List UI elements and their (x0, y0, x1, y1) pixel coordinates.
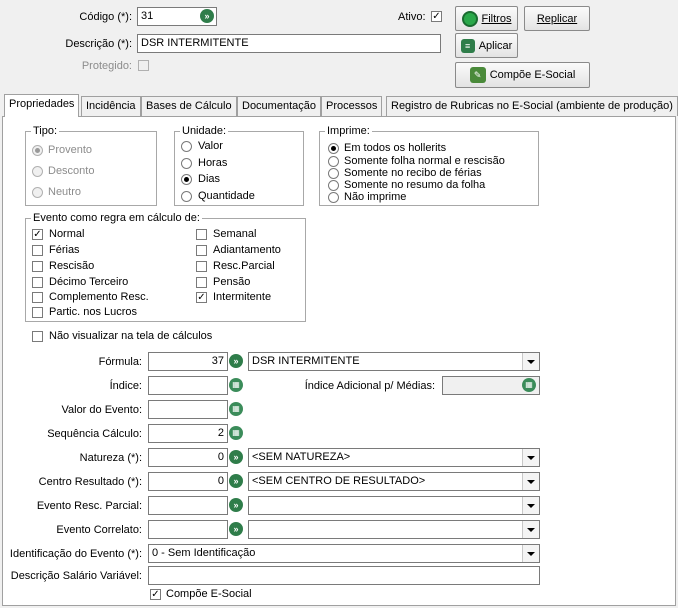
identificacao-value: 0 - Sem Identificação (152, 547, 256, 559)
chevron-down-icon[interactable] (522, 353, 539, 370)
calculator-icon[interactable]: ▦ (229, 378, 243, 392)
identificacao-select[interactable] (148, 544, 540, 563)
tipo-neutro-label: Neutro (48, 186, 82, 198)
evento-ferias-checkbox[interactable] (32, 245, 43, 256)
imprime-resumo-folha-radio[interactable] (328, 180, 339, 191)
evento-correlato-chevron-down-icon[interactable] (522, 521, 539, 538)
protegido-label: Protegido: (81, 60, 132, 72)
tab-propriedades[interactable]: Propriedades (4, 94, 79, 117)
indice-adicional-calculator-icon[interactable]: ▦ (522, 378, 536, 392)
evento-resc-parcial-label: Resc.Parcial (213, 260, 275, 272)
tab-processos[interactable]: Processos (321, 96, 382, 116)
evento-ferias-label: Férias (49, 244, 80, 256)
compoe-esocial-button[interactable] (455, 62, 590, 88)
unidade-quantidade-radio[interactable] (181, 191, 192, 202)
evento-correlato-select[interactable] (248, 520, 540, 539)
tab-documentacao[interactable]: Documentação (237, 96, 321, 116)
descricao-input[interactable]: DSR INTERMITENTE (137, 34, 441, 53)
protegido-checkbox[interactable] (138, 60, 149, 71)
unidade-dias-label: Dias (198, 173, 221, 185)
tab-bases-calculo[interactable]: Bases de Cálculo (141, 96, 237, 116)
evento-adiantamento-label: Adiantamento (213, 244, 281, 256)
unidade-valor-label: Valor (198, 140, 223, 152)
indice-input[interactable] (148, 376, 228, 395)
evento-normal-label: Normal (49, 228, 85, 240)
tab-registro-rubricas[interactable]: Registro de Rubricas no E-Social (ambiente de produção) (386, 96, 678, 116)
evento-resc-parcial-checkbox[interactable] (196, 261, 207, 272)
unidade-valor-radio[interactable] (181, 141, 192, 152)
tab-incidencia[interactable]: Incidência (81, 96, 141, 116)
sequencia-calculator-icon[interactable]: ▦ (229, 426, 243, 440)
imprime-todos-label: Em todos os hollerits (344, 142, 447, 154)
replicar-button[interactable] (524, 6, 590, 31)
imprime-folha-normal-radio[interactable] (328, 156, 339, 167)
tipo-neutro-radio[interactable] (32, 187, 43, 198)
descricao-label: Descrição (*): (65, 38, 132, 50)
filtros-button[interactable] (455, 6, 518, 31)
evento-resc-chevron-down-icon[interactable] (522, 497, 539, 514)
compoe-esocial-checkbox[interactable]: ✓ (151, 589, 160, 600)
tipo-desconto-label: Desconto (48, 165, 95, 177)
imprime-nao-label: Não imprime (344, 191, 407, 203)
navigate-icon[interactable]: » (200, 9, 214, 23)
evento-semanal-label: Semanal (213, 228, 257, 240)
nao-visualizar-checkbox[interactable] (32, 331, 43, 342)
formula-label: Fórmula: (98, 356, 142, 368)
formula-select[interactable] (248, 352, 540, 371)
imprime-todos-radio[interactable] (328, 143, 339, 154)
evento-particip-checkbox[interactable] (32, 307, 43, 318)
natureza-navigate-icon[interactable]: » (229, 450, 243, 464)
unidade-quantidade-label: Quantidade (198, 190, 255, 202)
ativo-label: Ativo: (398, 11, 426, 23)
nao-visualizar-label: Não visualizar na tela de cálculos (49, 330, 213, 342)
evento-decimo-label: Décimo Terceiro (49, 276, 129, 288)
evento-correlato-label: Evento Correlato: (56, 524, 142, 536)
imprime-recibo-ferias-label: Somente no recibo de férias (344, 167, 482, 179)
imprime-nao-radio[interactable] (328, 192, 339, 203)
imprime-recibo-ferias-radio[interactable] (328, 168, 339, 179)
tipo-desconto-radio[interactable] (32, 166, 43, 177)
apply-icon: ≡ (461, 39, 475, 53)
evento-normal-checkbox[interactable]: ✓ (33, 229, 42, 240)
codigo-input[interactable]: 31 (137, 7, 217, 26)
identificacao-label: Identificação do Evento (*): (9, 548, 142, 560)
tipo-provento-label: Provento (48, 144, 93, 156)
imprime-title: Imprime: (327, 125, 370, 137)
descricao-salario-label: Descrição Salário Variável: (10, 570, 142, 582)
filtros-label: Filtros (481, 12, 512, 25)
evento-pensao-label: Pensão (213, 276, 251, 288)
tipo-provento-radio[interactable] (32, 145, 43, 156)
imprime-resumo-folha-label: Somente no resumo da folha (344, 179, 486, 191)
evento-resc-navigate-icon[interactable]: » (229, 498, 243, 512)
centro-desc: <SEM CENTRO DE RESULTADO> (252, 475, 426, 487)
aplicar-label: Aplicar (478, 39, 513, 52)
centro-input[interactable]: 0 (148, 472, 228, 491)
natureza-input[interactable]: 0 (148, 448, 228, 467)
compoe-esocial-label: Compõe E-Social (489, 69, 576, 81)
evento-semanal-checkbox[interactable] (196, 229, 207, 240)
natureza-chevron-down-icon[interactable] (522, 449, 539, 466)
evento-complemento-label: Complemento Resc. (49, 291, 149, 303)
unidade-dias-radio[interactable] (181, 174, 192, 185)
compoe-esocial-checkbox-label: Compõe E-Social (166, 588, 252, 600)
natureza-desc: <SEM NATUREZA> (252, 451, 351, 463)
indice-adicional-label: Índice Adicional p/ Médias: (304, 380, 435, 392)
codigo-label: Código (*): (79, 11, 132, 23)
evento-rescisao-label: Rescisão (49, 260, 95, 272)
centro-label: Centro Resultado (*): (38, 476, 142, 488)
esocial-icon: ✎ (470, 67, 486, 83)
replicar-label: Replicar (536, 12, 578, 25)
evento-correlato-input[interactable] (148, 520, 228, 539)
natureza-label: Natureza (*): (79, 452, 142, 464)
unidade-horas-label: Horas (198, 157, 228, 169)
valor-evento-input[interactable] (148, 400, 228, 419)
ativo-checkbox[interactable]: ✓ (432, 11, 441, 22)
descricao-salario-input[interactable] (148, 566, 540, 585)
valor-evento-label: Valor do Evento: (61, 404, 142, 416)
evento-complemento-checkbox[interactable] (32, 292, 43, 303)
centro-navigate-icon[interactable]: » (229, 474, 243, 488)
centro-select[interactable] (248, 472, 540, 491)
natureza-select[interactable] (248, 448, 540, 467)
formula-navigate-icon[interactable]: » (229, 354, 243, 368)
evento-resc-select[interactable] (248, 496, 540, 515)
formula-desc: DSR INTERMITENTE (252, 355, 360, 367)
evento-intermitente-checkbox[interactable]: ✓ (197, 292, 206, 303)
sequencia-label: Sequência Cálculo: (47, 428, 142, 440)
evento-rescisao-checkbox[interactable] (32, 261, 43, 272)
sequencia-input[interactable]: 2 (148, 424, 228, 443)
evento-title: Evento como regra em cálculo de: (33, 212, 200, 224)
identificacao-chevron-down-icon[interactable] (522, 545, 539, 562)
evento-particip-label: Partic. nos Lucros (49, 306, 138, 318)
evento-resc-input[interactable] (148, 496, 228, 515)
aplicar-button[interactable] (455, 33, 518, 58)
centro-chevron-down-icon[interactable] (522, 473, 539, 490)
indice-label: Índice: (109, 380, 142, 392)
evento-intermitente-label: Intermitente (213, 291, 272, 303)
unidade-horas-radio[interactable] (181, 158, 192, 169)
imprime-folha-normal-label: Somente folha normal e rescisão (344, 155, 505, 167)
evento-adiantamento-checkbox[interactable] (196, 245, 207, 256)
filter-icon (462, 11, 478, 27)
evento-resc-label: Evento Resc. Parcial: (36, 500, 142, 512)
evento-decimo-checkbox[interactable] (32, 277, 43, 288)
evento-correlato-navigate-icon[interactable]: » (229, 522, 243, 536)
valor-evento-calculator-icon[interactable]: ▦ (229, 402, 243, 416)
tipo-title: Tipo: (33, 125, 58, 137)
unidade-title: Unidade: (182, 125, 227, 137)
formula-input[interactable]: 37 (148, 352, 228, 371)
evento-pensao-checkbox[interactable] (196, 277, 207, 288)
